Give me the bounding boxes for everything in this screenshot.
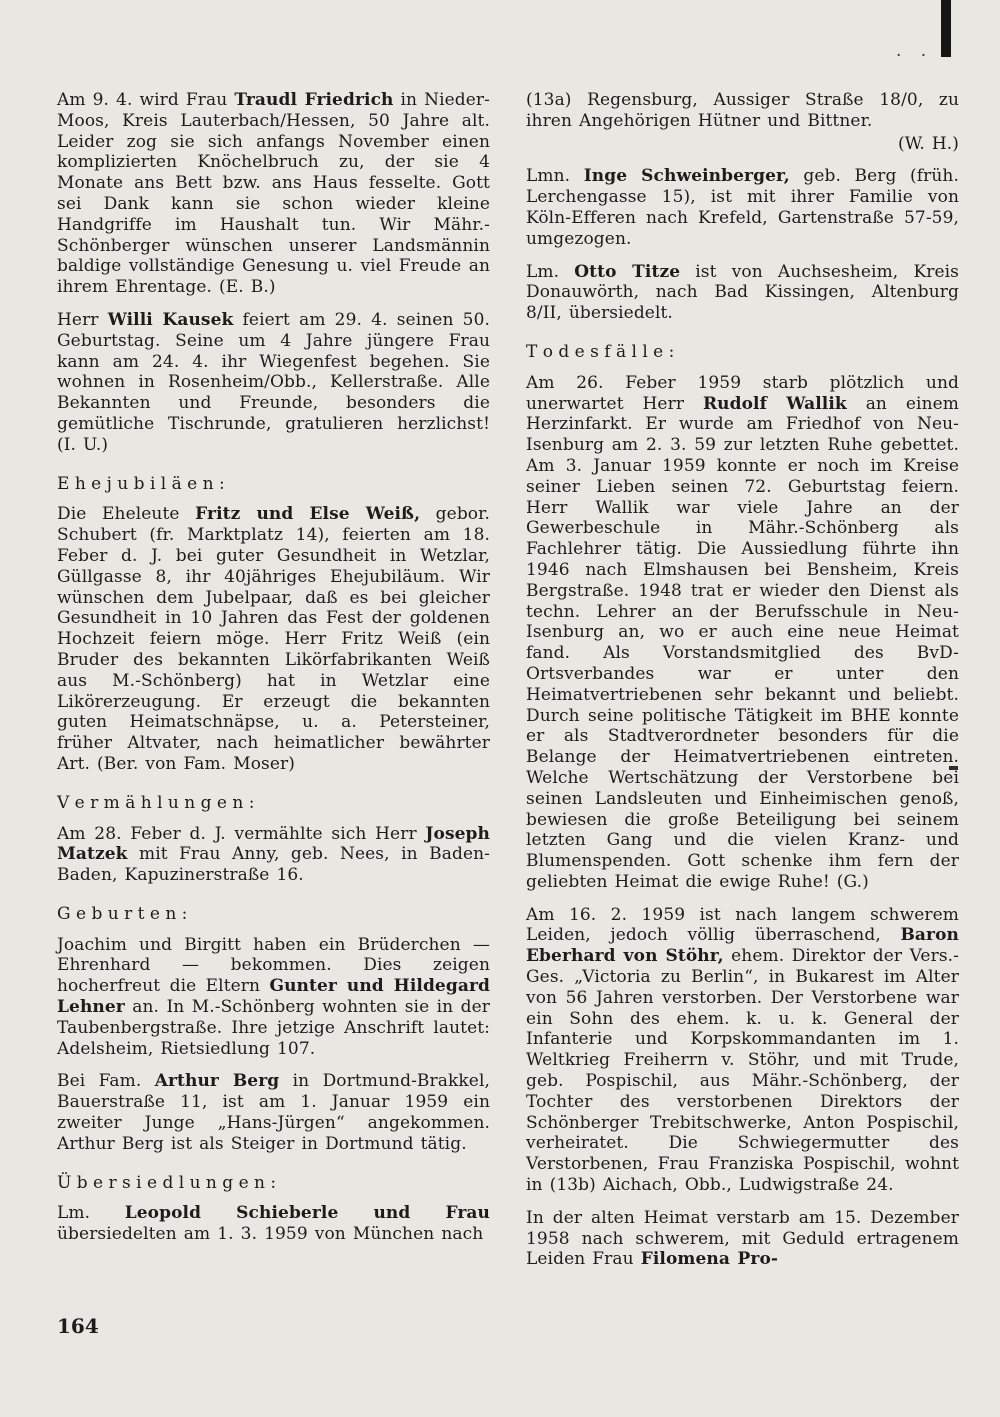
section-heading [57,793,490,814]
text-segment: V e r m ä h l u n g e n : [57,792,255,813]
scan-artifact-dots: · · [896,46,934,66]
paragraph [57,1071,490,1154]
scan-artifact-bar [941,0,951,57]
section-heading [57,904,490,925]
text-segment: T o d e s f ä l l e : [526,341,675,362]
section-heading [57,474,490,495]
text-columns [57,90,959,1282]
paragraph [57,504,490,774]
text-segment: übersiedelten am 1. 3. 1959 von München nach [57,1224,484,1245]
paragraph [57,935,490,1060]
paragraph [526,90,959,132]
text-segment: ehem. Direktor der Vers.-Ges. „Victoria zu Berlin“, in Bukarest im Alter von 56 Jahren verstorben. Der Verstorbene war ein Sohn des ehem. k. u. k. General der Infanterie und Korpskommandanten im 1. Weltkrieg Freiherrn v. Stöhr, und mit Trude, geb. Pospischil, aus Mähr.-Schönberg, der Tochter des verstorbenen Direktors der Schönberger Trebitschwerke, Anton Pospischil, verheiratet. Die Schwiegermutter des Verstorbenen, Frau Franziska Pospischil, wohnt in (13b) Aichach, Obb., Ludwigstraße 24. [526,946,959,1196]
paragraph [57,90,490,298]
text-segment: in Dortmund-Brakkel, Bauerstraße 11, ist am 1. Januar 1959 ein zweiter Junge „Hans-Jürgen“ angekommen. Arthur Berg ist als Steiger in Dortmund tätig. [57,1071,490,1154]
person-name-bold: Baron Eberhard von Stöhr, [526,925,959,967]
paragraph [57,1203,490,1245]
person-name-bold: Gunter und Hildegard Lehner [57,976,490,1018]
page-number: 164 [57,1314,99,1338]
text-segment: (13a) Regensburg, Aussiger Straße 18/0, zu ihren Angehörigen Hütner und Bittner. [526,90,959,131]
person-name-bold: Arthur Berg [154,1071,280,1092]
text-segment: feiert am 29. 4. seinen 50. Geburtstag. Seine um 4 Jahre jüngere Frau kann am 24. 4. ihr Wiegenfest begehen. Sie wohnen in Rosenheim/Obb., Kellerstraße. Alle Bekannten und Freunde, besonders die gemütliche Tischrunde, gratulieren herzlichst! (I. U.) [57,309,490,455]
paragraph [526,166,959,249]
paragraph [526,262,959,324]
text-segment: In der alten Heimat verstarb am 15. Dezember 1958 nach schwerem, mit Geduld ertragenem Leiden Frau [526,1207,959,1270]
person-name-bold: Filomena Pro- [640,1249,779,1270]
person-name-bold: Traudl Friedrich [234,90,394,110]
text-segment: Am 26. Feber 1959 starb plötzlich und unerwartet Herr [526,372,959,414]
text-segment: geb. Berg (früh. Lerchengasse 15), ist mit ihrer Familie von Köln-Efferen nach Krefeld, Gartenstraße 57-59, umgezogen. [526,166,959,249]
text-segment: in Nieder-Moos, Kreis Lauterbach/Hessen, 50 Jahre alt. Leider zog sie sich anfangs November einen komplizierten Knöchelbruch zu, der sie 4 Monate ans Bett bzw. ans Haus fesselte. Gott sei Dank kann sie schon wieder kleine Handgriffe im Haushalt tun. Wir Mähr.-Schönberger wünschen unserer Landsmännin baldige vollständige Genesung u. viel Freude an ihrem Ehrentage. (E. B.) [57,90,490,298]
text-segment: E h e j u b i l ä e n : [57,473,225,494]
text-segment: Bei Fam. [57,1071,155,1092]
text-segment: Lmn. [526,166,584,187]
text-segment: an einem Herzinfarkt. Er wurde am Friedhof von Neu-Isenburg am 2. 3. 59 zur letzten Ruhe gebettet. Am 3. Januar 1959 konnte er noch im Kreise seiner Lieben seinen 72. Geburtstag feiern. Herr Wallik war viele Jahre an der Gewerbeschule in Mähr.-Schönberg als Fachlehrer tätig. Die Aussiedlung führte ihn 1946 nach Elmshausen bei Bensheim, Kreis Bergstraße. 1948 trat er wieder den Dienst als techn. Lehrer an der Berufsschule in Neu-Isenburg an, wo er auch eine neue Heimat fand. Als Vorstandsmitglied des BvD-Ortsverbandes war er unter den Heimatvertriebenen sehr bekannt und beliebt. Durch seine politische Tätigkeit im BHE konnte er als Stadtverordneter besonders für die Belange der Heimatvertriebenen eintreten. Welche Wertschätzung der Verstorbene bei seinen Landsleuten und Einheimischen genoß, bewiesen die große Beteiligung bei seinem letzten Gang und die vielen Kranz- und Blumenspenden. Gott schenke ihm fern der geliebten Heimat die ewige Ruhe! (G.) [526,393,959,892]
text-segment: Ü b e r s i e d l u n g e n : [57,1172,277,1193]
text-segment: ist von Auchsesheim, Kreis Donauwörth, nach Bad Kissingen, Altenburg 8/II, übersiedelt. [526,261,959,324]
text-segment: Herr [57,309,108,330]
text-segment: Lm. [57,1203,125,1224]
text-segment: G e b u r t e n : [57,903,188,924]
text-segment: gebor. Schubert (fr. Marktplatz 14), feierten am 18. Feber d. J. bei guter Gesundheit in Wetzlar, Güllgasse 8, ihr 40jähriges Ehejubiläum. Wir wünschen dem Jubelpaar, daß es bei gleicher Gesundheit in 10 Jahren das Fest der goldenen Hochzeit feiern möge. Herr Fritz Weiß (ein Bruder des bekannten Likörfabrikanten Weiß aus M.-Schönberg) hat in Wetzlar eine Likörerzeugung. Er erzeugt die bekannten guten Heimatschnäpse, u. a. Petersteiner, früher Altvater, nach heimatlicher bewährter Art. (Ber. von Fam. Moser) [57,504,491,774]
person-name-bold: Willi Kausek [107,309,234,330]
section-heading [57,1173,490,1194]
paragraph [57,310,490,456]
text-segment: mit Frau Anny, geb. Nees, in Baden-Baden, Kapuzinerstraße 16. [57,844,490,886]
person-name-bold: Leopold Schieberle und Frau [124,1203,490,1224]
paragraph [526,373,959,893]
right-column [526,90,959,1282]
text-segment: Joachim und Birgitt haben ein Brüderchen — Ehrenhard — bekommen. Dies zeigen hocherfreut die Eltern [57,934,490,997]
paragraph [526,905,959,1196]
text-segment: Am 9. 4. wird Frau [57,90,235,110]
text-segment: (W. H.) [897,133,959,154]
text-segment: an. In M.-Schönberg wohnten sie in der Taubenbergstraße. Ihre jetzige Anschrift lautet: Adelsheim, Rietsiedlung 107. [57,997,490,1059]
paragraph [526,1208,959,1270]
person-name-bold: Joseph Matzek [57,823,490,865]
person-name-bold: Fritz und Else Weiß, [195,504,421,525]
person-name-bold: Otto Titze [574,261,681,282]
left-column [57,90,490,1282]
paragraph [526,134,959,155]
text-segment: Die Eheleute [57,504,196,525]
person-name-bold: Inge Schweinberger, [583,166,790,187]
paragraph [57,824,490,886]
text-segment: Lm. [526,261,575,282]
section-heading [526,342,959,363]
text-segment: Am 16. 2. 1959 ist nach langem schwerem Leiden, jedoch völlig überraschend, [526,904,959,946]
text-segment: Am 28. Feber d. J. vermählte sich Herr [57,823,426,844]
person-name-bold: Rudolf Wallik [702,393,847,414]
